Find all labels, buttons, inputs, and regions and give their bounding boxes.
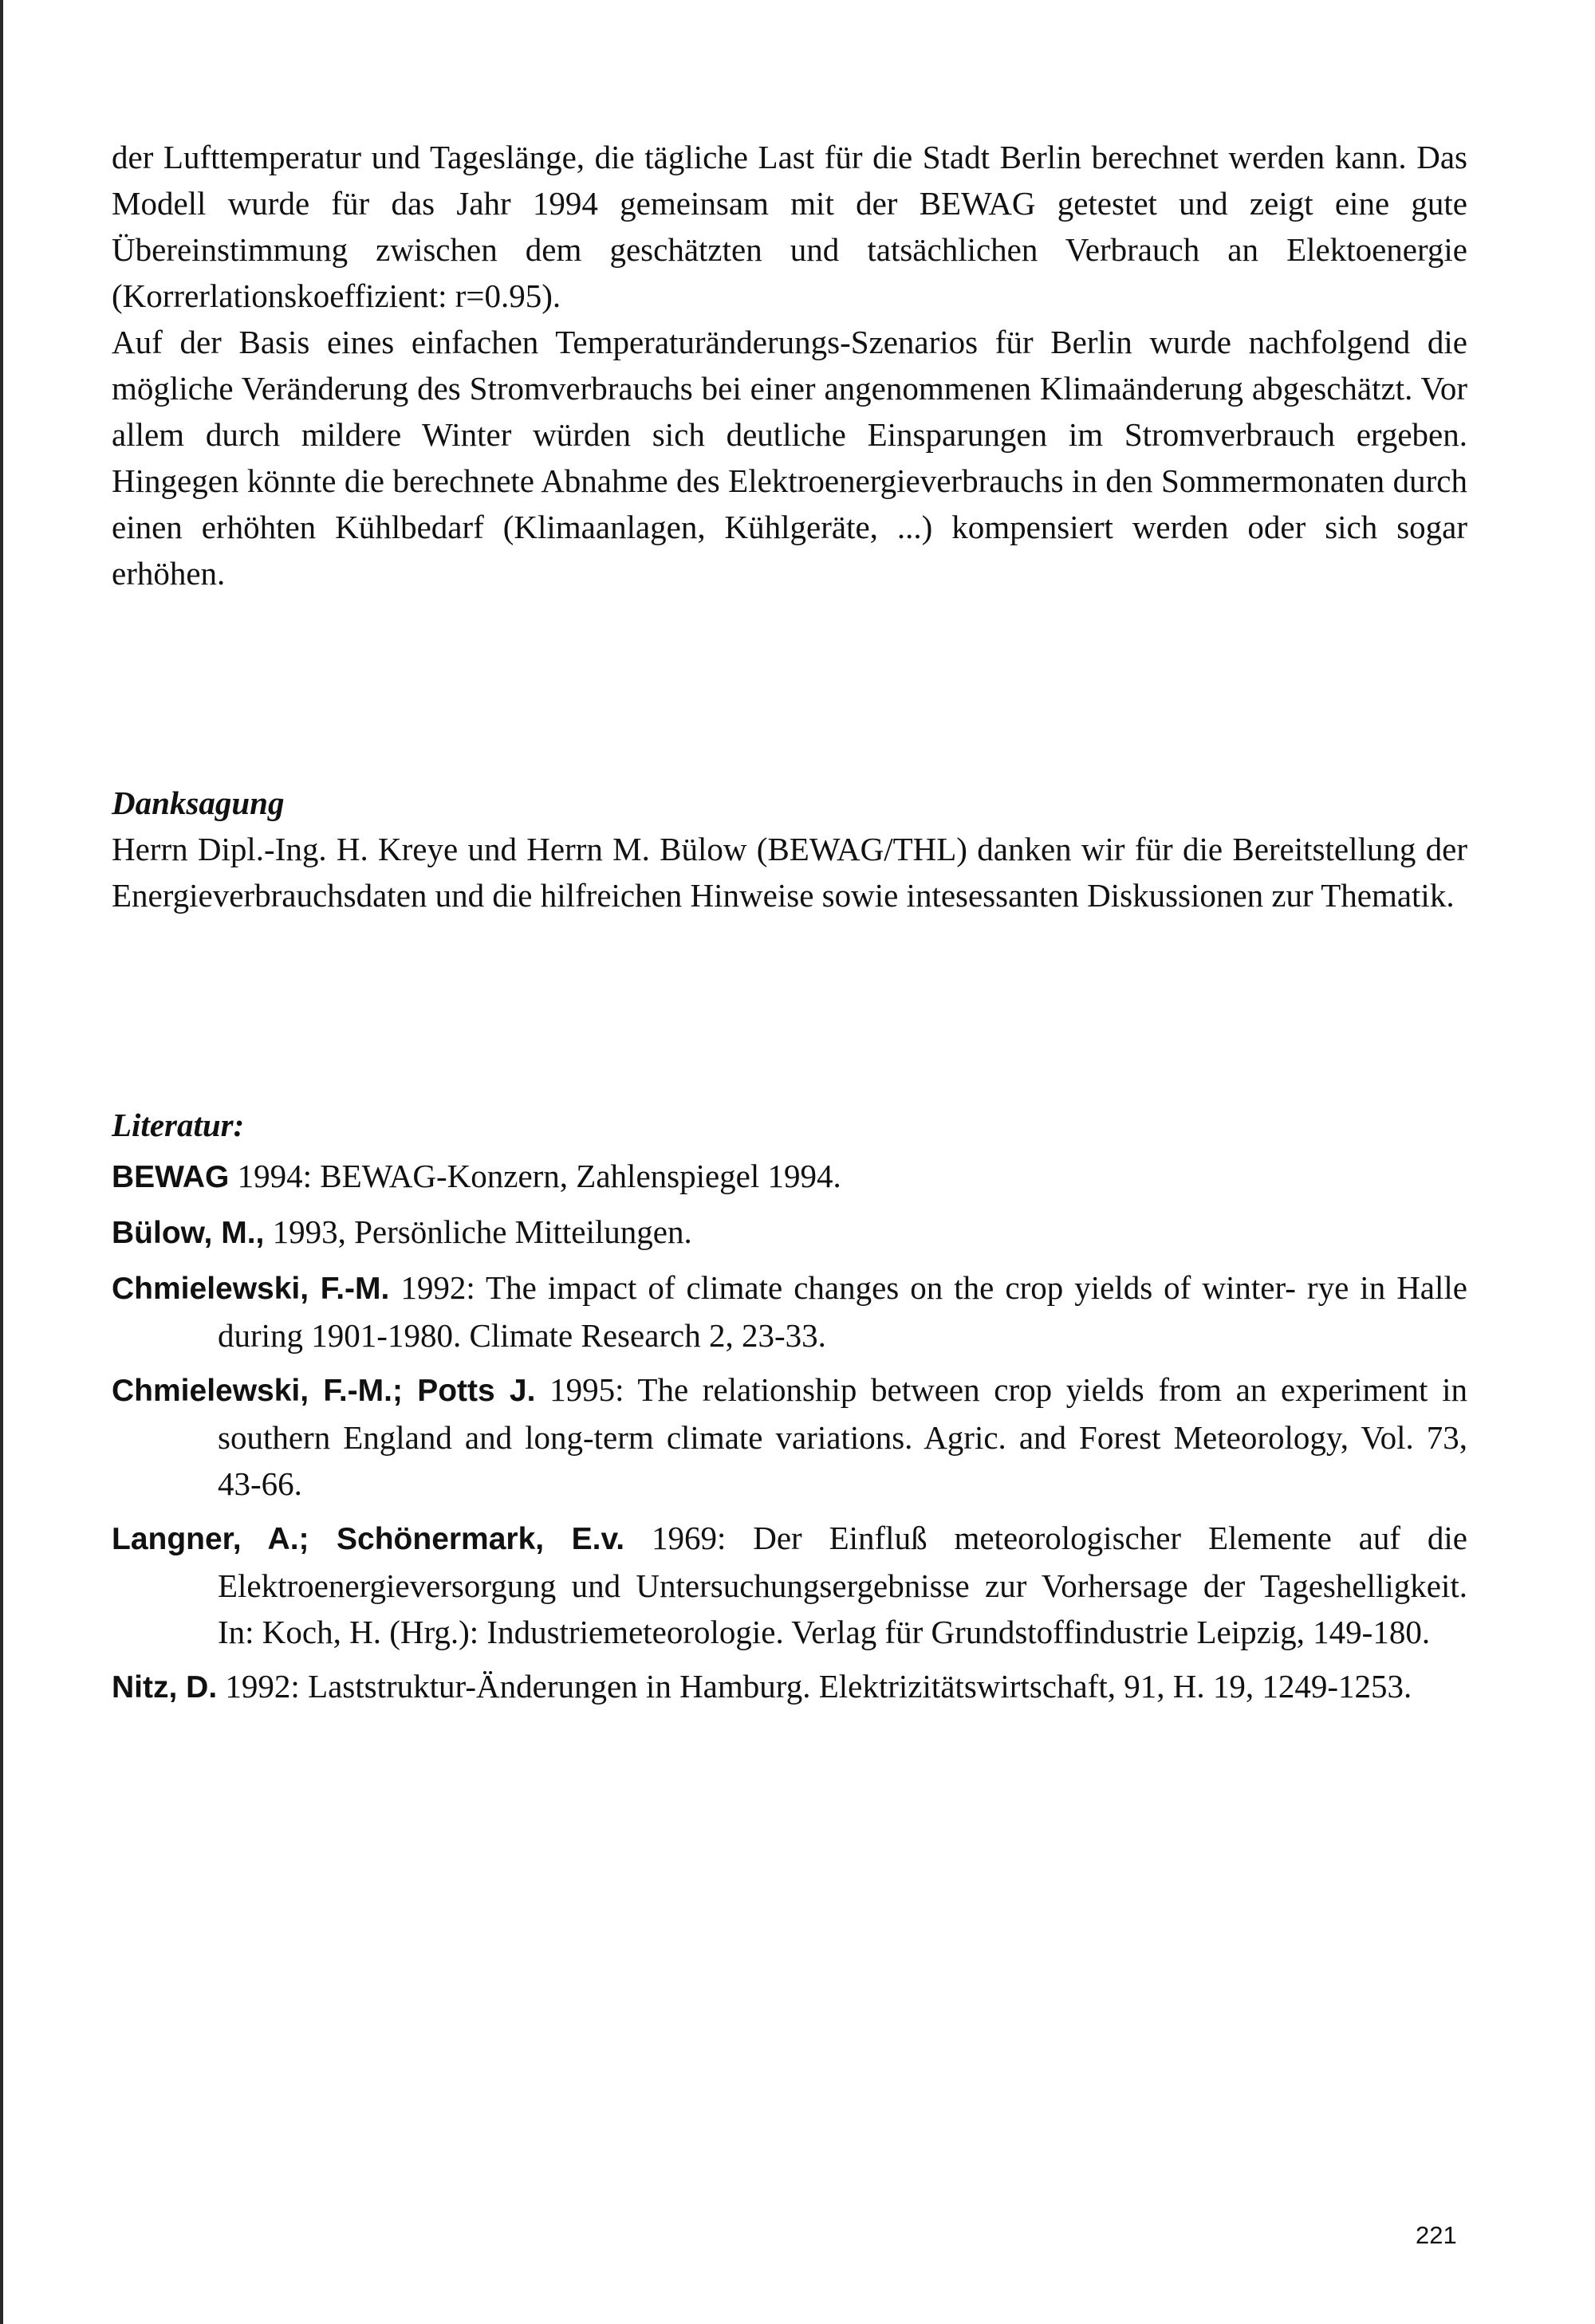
- reference-details: 1994: BEWAG-Konzern, Zahlenspiegel 1994.: [229, 1158, 841, 1194]
- reference-item: [112, 1209, 1467, 1256]
- document-body: [112, 134, 1467, 1719]
- reference-author: Langner, A.; Schönermark, E.v.: [112, 1522, 625, 1556]
- reference-details: 1992: Laststruktur-Änderungen in Hamburg. Elektrizitätswirtschaft, 91, H. 19, 1249-1253.: [217, 1668, 1412, 1705]
- reference-author: Nitz, D.: [112, 1670, 218, 1705]
- page-number: 221: [1416, 2221, 1457, 2249]
- reference-details: 1992: The impact of climate changes on the crop yields of winter- rye in Halle during 1901-1980. Climate Research 2, 23-33.: [218, 1269, 1467, 1354]
- reference-list: [112, 1153, 1467, 1711]
- body-paragraph-1: der Lufttemperatur und Tageslänge, die tägliche Last für die Stadt Berlin berechnet werden kann. Das Modell wurde für das Jahr 1994 gemeinsam mit der BEWAG getestet und zeigt eine gute Übereinstimmung zwischen dem geschätzten und tatsächlichen Verbrauch an Elektoenergie (Korrerlationskoeffizient: r=0.95).: [112, 139, 1467, 314]
- reference-item: [112, 1515, 1467, 1655]
- reference-item: [112, 1153, 1467, 1201]
- reference-details: 1993, Persönliche Mitteilungen.: [264, 1213, 692, 1250]
- acknowledgement-text: Herrn Dipl.-Ing. H. Kreye und Herrn M. Bülow (BEWAG/THL) danken wir für die Bereitstellung der Energieverbrauchsdaten und die hilfreichen Hinweise sowie intesessanten Diskussionen zur Thematik.: [112, 831, 1467, 914]
- literature-section: [112, 1102, 1467, 1711]
- body-paragraph-2: Auf der Basis eines einfachen Temperaturänderungs-Szenarios für Berlin wurde nachfolgend die mögliche Veränderung des Stromverbrauchs bei einer angenommenen Klimaänderung abgeschätzt. Vor allem durch mildere Winter würden sich deutliche Einsparungen im Stromverbrauch ergeben. Hingegen könnte die berechnete Abnahme des Elektroenergieverbrauchs in den Sommermonaten durch einen erhöhten Kühlbedarf (Klimaanlagen, Kühlgeräte, ...) kompensiert werden oder sich sogar erhöhen.: [112, 324, 1467, 592]
- reference-details: 1969: Der Einfluß meteorologischer Elemente auf die Elektroenergieversorgung und Untersuchungsergebnisse zur Vorhersage der Tageshelligkeit. In: Koch, H. (Hrg.): Industriemeteorologie. Verlag für Grundstoffindustrie Leipzig, 149-180.: [218, 1520, 1467, 1650]
- reference-author: Bülow, M.,: [112, 1216, 265, 1250]
- reference-details: 1995: The relationship between crop yields from an experiment in southern England and long-term climate variations. Agric. and Forest Meteorology, Vol. 73, 43-66.: [218, 1371, 1467, 1502]
- reference-item: [112, 1366, 1467, 1507]
- reference-item: [112, 1663, 1467, 1711]
- reference-item: [112, 1264, 1467, 1359]
- acknowledgement-section: [112, 780, 1467, 918]
- scan-page-edge: [0, 0, 3, 2324]
- reference-author: Chmielewski, F.-M.; Potts J.: [112, 1374, 536, 1408]
- literature-heading: Literatur:: [112, 1107, 245, 1143]
- reference-author: BEWAG: [112, 1160, 230, 1194]
- acknowledgement-heading: Danksagung: [112, 784, 285, 821]
- reference-author: Chmielewski, F.-M.: [112, 1272, 390, 1306]
